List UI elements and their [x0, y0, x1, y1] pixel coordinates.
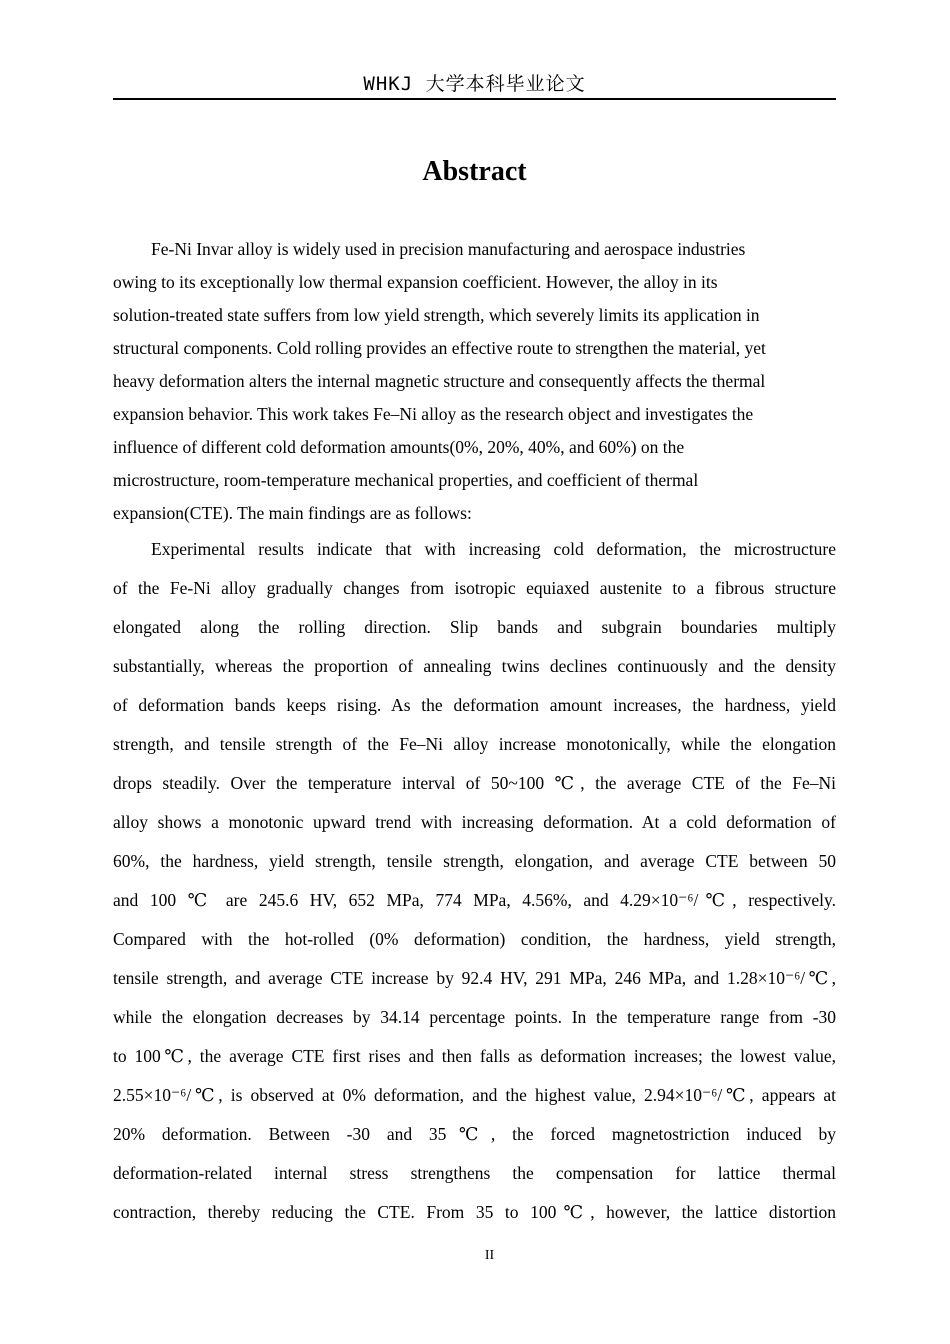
paragraph-line: solution-treated state suffers from low yield strength, which severely limits its application in [113, 305, 760, 325]
paragraph-line: 20% deformation. Between -30 and 35℃, the forced magnetostriction induced by [113, 1124, 836, 1144]
paragraph-line: of deformation bands keeps rising. As the deformation amount increases, the hardness, yield [113, 695, 836, 715]
paragraph-line: to 100℃, the average CTE first rises and then falls as deformation increases; the lowest value, [113, 1046, 836, 1066]
paragraph-line: Compared with the hot-rolled (0% deformation) condition, the hardness, yield strength, [113, 929, 836, 949]
paragraph-line: owing to its exceptionally low thermal expansion coefficient. However, the alloy in its [113, 272, 718, 292]
paragraph-line: influence of different cold deformation amounts(0%, 20%, 40%, and 60%) on the [113, 437, 685, 457]
abstract-paragraph-1 [113, 233, 836, 530]
paragraph-line: tensile strength, and average CTE increase by 92.4 HV, 291 MPa, 246 MPa, and 1.28×10⁻⁶/℃, [113, 968, 836, 988]
paragraph-line: of the Fe-Ni alloy gradually changes from isotropic equiaxed austenite to a fibrous structure [113, 578, 836, 598]
paragraph-line: Fe-Ni Invar alloy is widely used in precision manufacturing and aerospace industries [151, 239, 746, 259]
paragraph-line: drops steadily. Over the temperature interval of 50~100 ℃, the average CTE of the Fe–Ni [113, 773, 836, 793]
running-header: WHKJ 大学本科毕业论文 [363, 73, 586, 95]
paragraph-line: alloy shows a monotonic upward trend with increasing deformation. At a cold deformation of [113, 812, 836, 832]
paragraph-line: elongated along the rolling direction. Slip bands and subgrain boundaries multiply [113, 617, 836, 637]
paragraph-line: expansion behavior. This work takes Fe–Ni alloy as the research object and investigates the [113, 404, 754, 424]
paragraph-line: Experimental results indicate that with increasing cold deformation, the microstructure [151, 539, 836, 559]
paragraph-line: strength, and tensile strength of the Fe–Ni alloy increase monotonically, while the elongation [113, 734, 836, 754]
paragraph-line: while the elongation decreases by 34.14 percentage points. In the temperature range from -30 [113, 1007, 836, 1027]
paragraph-line: structural components. Cold rolling provides an effective route to strengthen the material, yet [113, 338, 766, 358]
abstract-paragraph-2 [113, 530, 836, 1232]
paragraph-line: 60%, the hardness, yield strength, tensile strength, elongation, and average CTE between 50 [113, 851, 836, 871]
paragraph-line: 2.55×10⁻⁶/℃, is observed at 0% deformation, and the highest value, 2.94×10⁻⁶/℃, appears at [113, 1085, 836, 1105]
paragraph-line: and 100 ℃ are 245.6 HV, 652 MPa, 774 MPa, 4.56%, and 4.29×10⁻⁶/℃, respectively. [113, 890, 836, 910]
paragraph-line: microstructure, room-temperature mechanical properties, and coefficient of thermal [113, 470, 699, 490]
page-number: II [484, 1248, 495, 1263]
paragraph-line: contraction, thereby reducing the CTE. From 35 to 100℃, however, the lattice distortion [113, 1202, 836, 1222]
header-rule [113, 98, 836, 100]
paragraph-line: deformation-related internal stress strengthens the compensation for lattice thermal [113, 1163, 836, 1183]
paragraph-line: expansion(CTE). The main findings are as follows: [113, 503, 472, 523]
paragraph-line: substantially, whereas the proportion of annealing twins declines continuously and the density [113, 656, 836, 676]
paragraph-line: heavy deformation alters the internal magnetic structure and consequently affects the thermal [113, 371, 766, 391]
abstract-title: Abstract [422, 156, 527, 187]
